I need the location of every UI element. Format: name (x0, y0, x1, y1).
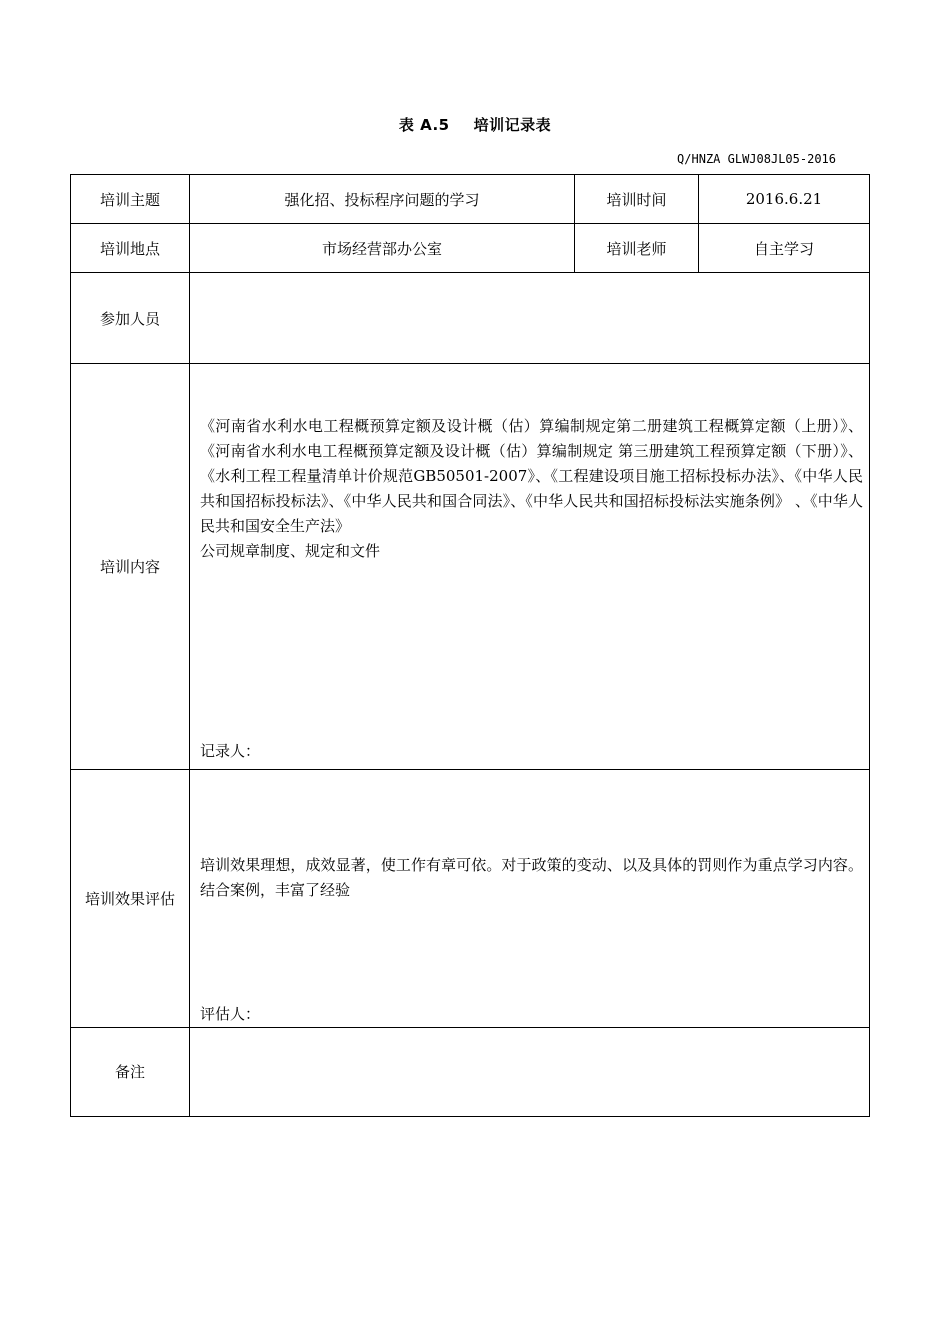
table-row (71, 364, 870, 770)
teacher-value: 自主学习 (699, 224, 870, 273)
evaluation-label: 培训效果评估 (71, 770, 190, 1028)
table-row (71, 273, 870, 364)
content-text: 《河南省水利水电工程概预算定额及设计概（估）算编制规定第二册建筑工程概算定额（上册）》、《河南省水利水电工程概预算定额及设计概（估）算编制规定 第三册建筑工程预算定额（下册）》、《水利工程工程量清单计价规范GB50501-2007》、《工程建设项目施工招标投标办法》、《中华人民共和国招标投标法》、《中华人民共和国合同法》、《中华人民共和国招标投标法实施条例》 、《中华人民共和国安全生产法》 公司规章制度、规定和文件 (200, 414, 863, 564)
form-title: 培训记录表 (473, 116, 552, 134)
evaluation-text: 培训效果理想，成效显著，使工作有章可依。对于政策的变动、以及具体的罚则作为重点学习内容。结合案例，丰富了经验 (200, 856, 863, 899)
evaluation-cell (190, 770, 870, 1028)
time-label: 培训时间 (575, 175, 699, 224)
table-number: 表 A.5 (398, 116, 450, 134)
document-code: Q/HNZA GLWJ08JL05-2016 (677, 152, 836, 166)
evaluator-label: 评估人： (200, 1005, 261, 1023)
location-label: 培训地点 (71, 224, 190, 273)
training-record-table (70, 174, 870, 1117)
attendees-label: 参加人员 (71, 273, 190, 364)
location-value: 市场经营部办公室 (190, 224, 575, 273)
table-row (71, 175, 870, 224)
attendees-value (190, 273, 870, 364)
content-label: 培训内容 (71, 364, 190, 770)
remarks-value (190, 1028, 870, 1117)
content-cell (190, 364, 870, 770)
content-text-2: 公司规章制度、规定和文件 (200, 542, 381, 560)
table-row (71, 224, 870, 273)
teacher-label: 培训老师 (575, 224, 699, 273)
remarks-label: 备注 (71, 1028, 190, 1117)
time-value: 2016.6.21 (699, 175, 870, 224)
table-row (71, 770, 870, 1028)
recorder-label: 记录人： (200, 742, 261, 760)
topic-label: 培训主题 (71, 175, 190, 224)
table-row (71, 1028, 870, 1117)
topic-value: 强化招、投标程序问题的学习 (190, 175, 575, 224)
document-title (0, 114, 950, 135)
